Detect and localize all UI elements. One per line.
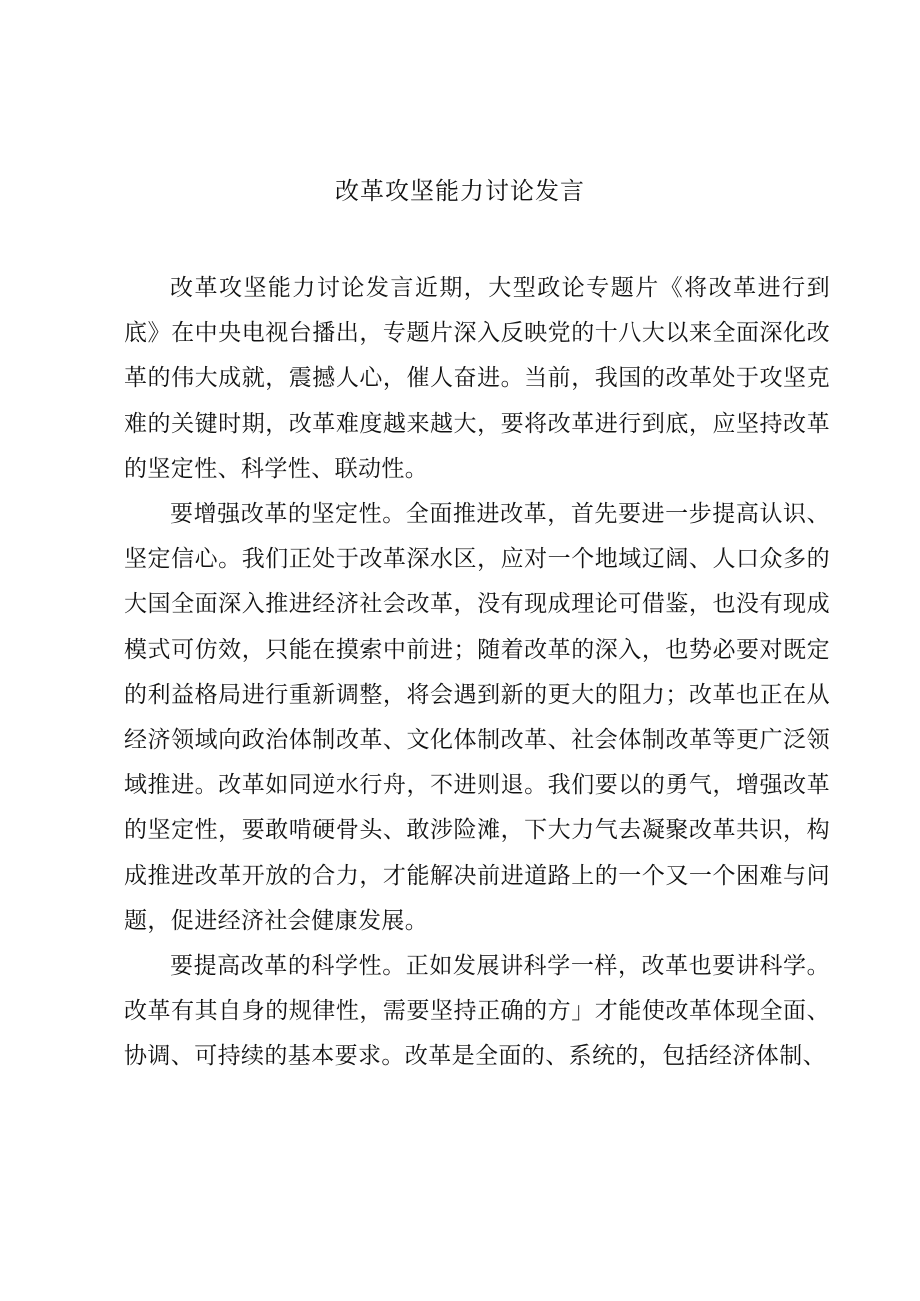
document-body: [124, 266, 830, 1080]
document-title: 改革攻坚能力讨论发言: [335, 177, 585, 205]
paragraph-scientific: 要提高改革的科学性。正如发展讲科学一样，改革也要讲科学。改革有其自身的规律性，需要坚持正确的方」才能使改革体现全面、协调、可持续的基本要求。改革是全面的、系统的，包括经济体制、: [124, 953, 830, 1070]
paragraph-firmness: 要增强改革的坚定性。全面推进改革，首先要进一步提高认识、坚定信心。我们正处于改革深水区，应对一个地域辽阔、人口众多的大国全面深入推进经济社会改革，没有现成理论可借鉴，也没有现成模式可仿效，只能在摸索中前进；随着改革的深入，也势必要对既定的利益格局进行重新调整，将会遇到新的更大的阻力；改革也正在从经济领域向政治体制改革、文化体制改革、社会体制改革等更广泛领域推进。改革如同逆水行舟，不进则退。我们要以的勇气，增强改革的坚定性，要敢啃硬骨头、敢涉险滩，下大力气去凝聚改革共识，构成推进改革开放的合力，才能解决前进道路上的一个又一个困难与问题，促进经济社会健康发展。: [124, 501, 830, 934]
paragraph-intro: 改革攻坚能力讨论发言近期，大型政论专题片《将改革进行到底》在中央电视台播出，专题片深入反映党的十八大以来全面深化改革的伟大成就，震撼人心，催人奋进。当前，我国的改革处于攻坚克难的关键时期，改革难度越来越大，要将改革进行到底，应坚持改革的坚定性、科学性、联动性。: [124, 275, 830, 482]
